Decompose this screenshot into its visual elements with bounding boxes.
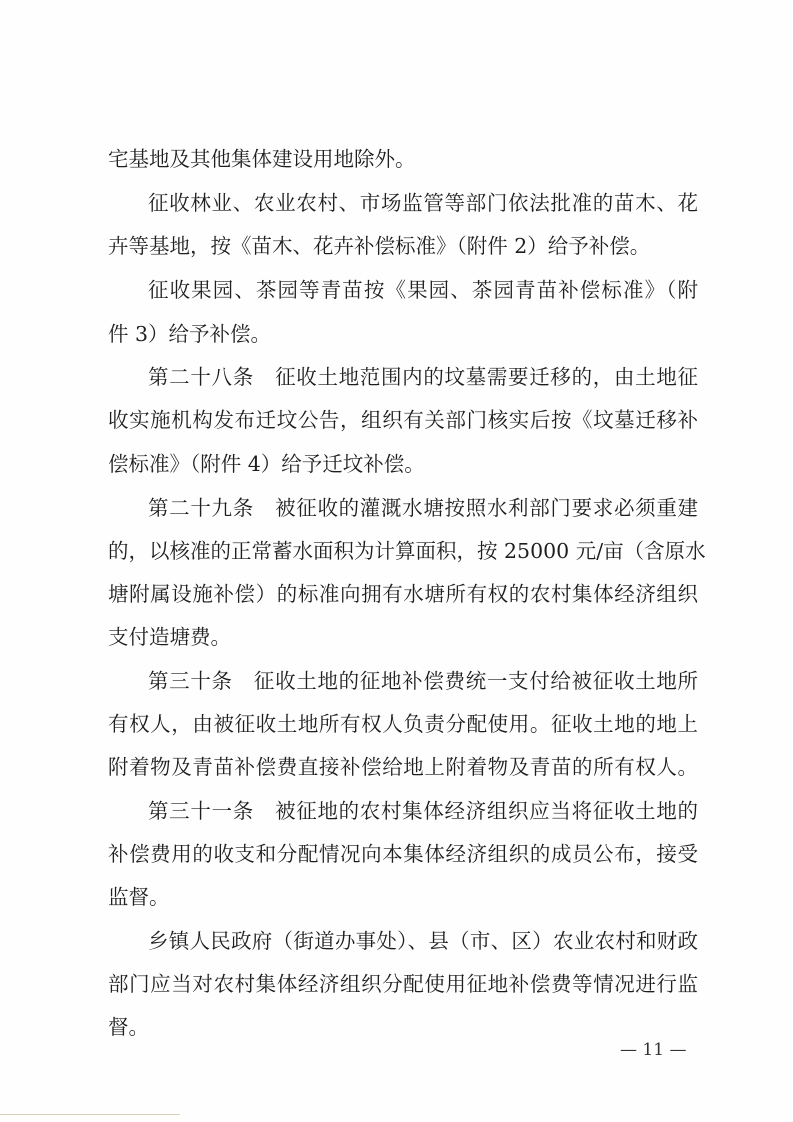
paragraph-line: 第二十九条 被征收的灌溉水塘按照水利部门要求必须重建 [148,496,698,520]
paragraph-line: 督。 [108,1015,149,1039]
scan-edge-line [0,1114,180,1115]
paragraph-line: 补偿费用的收支和分配情况向本集体经济组织的成员公布，接受 [108,842,698,866]
paragraph-line: 偿标准》（附件 4）给予迁坟补偿。 [108,452,425,476]
paragraph-line: 卉等基地，按《苗木、花卉补偿标准》（附件 2）给予补偿。 [108,234,651,258]
paragraph-line: 第三十条 征收土地的征地补偿费统一支付给被征收土地所 [148,669,698,693]
paragraph-line: 征收林业、农业农村、市场监管等部门依法批准的苗木、花 [148,191,698,215]
paragraph-line: 支付造塘费。 [108,625,231,649]
paragraph-line: 附着物及青苗补偿费直接补偿给地上附着物及青苗的所有权人。 [108,755,698,779]
paragraph-line: 监督。 [108,885,170,909]
paragraph-line: 收实施机构发布迁坟公告，组织有关部门核实后按《坟墓迁移补 [108,408,698,432]
paragraph-line: 部门应当对农村集体经济组织分配使用征地补偿费等情况进行监 [108,972,698,996]
paragraph-line: 征收果园、茶园等青苗按《果园、茶园青苗补偿标准》（附 [148,278,698,302]
paragraph-line: 第三十一条 被征地的农村集体经济组织应当将征收土地的 [148,799,698,823]
paragraph-line: 第二十八条 征收土地范围内的坟墓需要迁移的，由土地征 [148,365,698,389]
page-number: — 11 — [620,1040,687,1060]
paragraph-line: 的，以核准的正常蓄水面积为计算面积，按 25000 元/亩（含原水 [108,539,706,563]
paragraph-line: 件 3）给予补偿。 [108,322,272,346]
paragraph-line: 有权人，由被征收土地所有权人负责分配使用。征收土地的地上 [108,712,698,736]
paragraph-line: 塘附属设施补偿）的标准向拥有水塘所有权的农村集体经济组织 [108,582,698,606]
paragraph-line: 宅基地及其他集体建设用地除外。 [108,147,416,171]
paragraph-line: 乡镇人民政府（街道办事处）、县（市、区）农业农村和财政 [148,929,698,953]
